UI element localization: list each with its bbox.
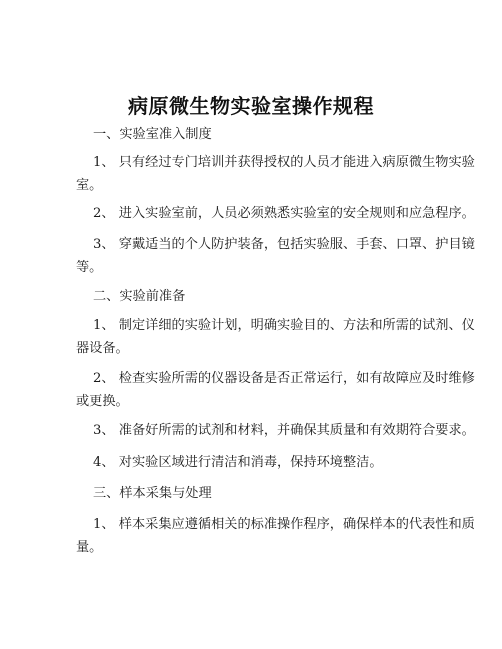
paragraph-line: 量。 (76, 540, 103, 555)
paragraph-line: 室。 (76, 178, 103, 193)
document-title: 病原微生物实验室操作规程 (128, 94, 374, 118)
section-heading-2: 二、实验前准备 (93, 289, 186, 304)
paragraph-line: 或更换。 (76, 394, 129, 409)
section-heading-1: 一、实验室准入制度 (93, 127, 212, 142)
paragraph-line: 1、 只有经过专门培训并获得授权的人员才能进入病原微生物实验 (93, 155, 475, 170)
paragraph-line: 4、 对实验区域进行清洁和消毒，保持环境整洁。 (93, 455, 383, 470)
paragraph-line: 器设备。 (76, 341, 129, 356)
paragraph-line: 2、 检查实验所需的仪器设备是否正常运行，如有故障应及时维修 (93, 371, 475, 386)
paragraph-line: 3、 穿戴适当的个人防护装备，包括实验服、手套、口罩、护目镜 (93, 237, 475, 252)
paragraph-line: 1、 制定详细的实验计划，明确实验目的、方法和所需的试剂、仪 (93, 318, 475, 333)
paragraph-line: 2、 进入实验室前，人员必须熟悉实验室的安全规则和应急程序。 (93, 206, 475, 221)
paragraph-line: 3、 准备好所需的试剂和材料，并确保其质量和有效期符合要求。 (93, 423, 475, 438)
paragraph-line: 1、 样本采集应遵循相关的标准操作程序，确保样本的代表性和质 (93, 517, 475, 532)
paragraph-line: 等。 (76, 260, 103, 275)
section-heading-3: 三、样本采集与处理 (93, 486, 212, 501)
